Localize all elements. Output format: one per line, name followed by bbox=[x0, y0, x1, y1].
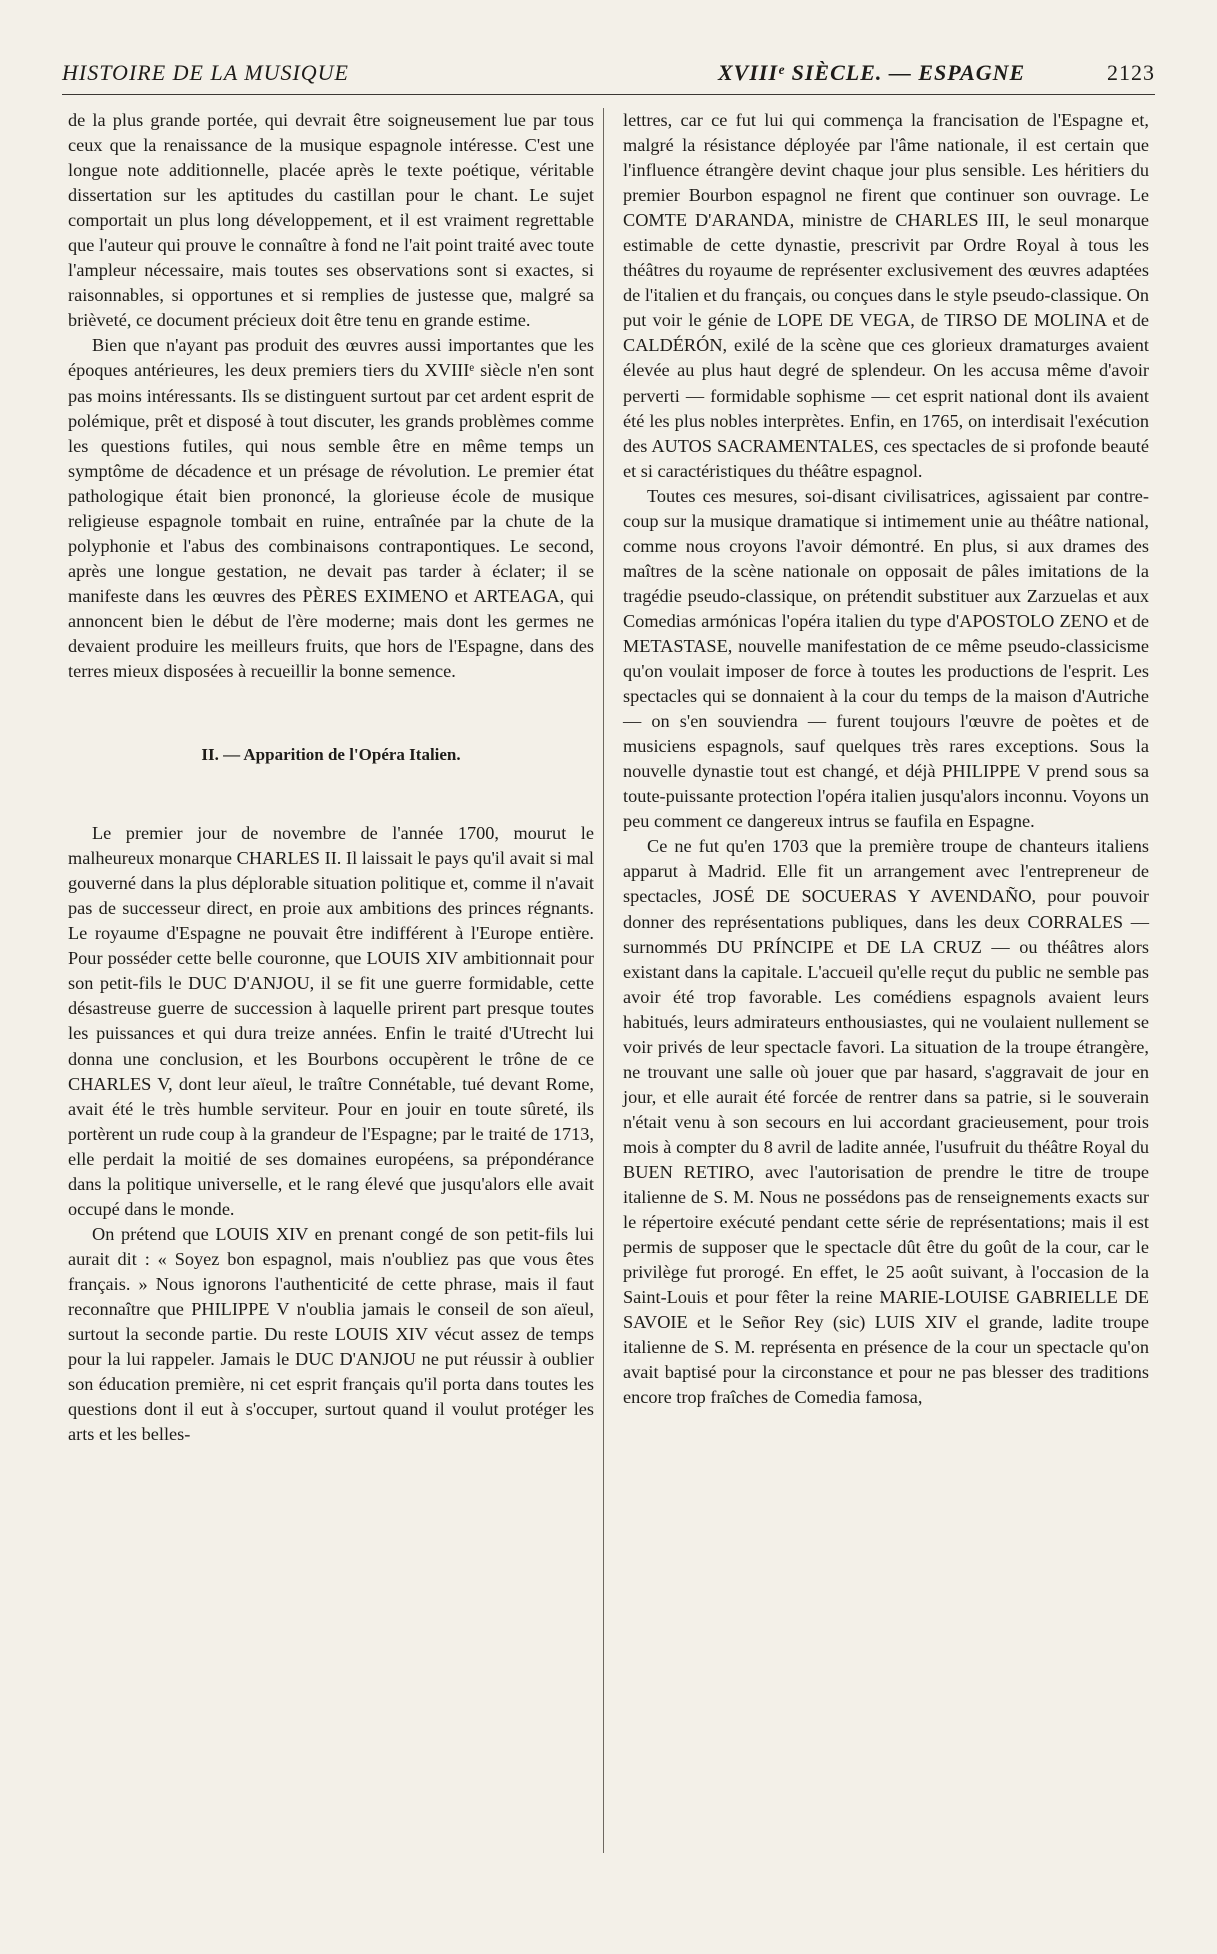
left-paragraph-4: On prétend que LOUIS XIV en prenant congé de son petit-fils lui aurait dit : « Soyez bon espagnol, mais n'oubliez pas que vous êtes français. » Nous ignorons l'authenticité de cette phrase, mais il faut reconnaître que PHILIPPE V n'oublia jamais le conseil de son aïeul, surtout la seconde partie. Du reste LOUIS XIV vécut assez de temps pour la lui rappeler. Jamais le DUC D'ANJOU ne put réussir à oublier son éducation première, ni cet esprit français qu'il porta dans toutes les questions dont il eut à s'occuper, surtout quand il voulut protéger les arts et les belles- bbox=[68, 1223, 594, 1445]
header-chapter-title: XVIIIᵉ SIÈCLE. — ESPAGNE bbox=[718, 60, 1026, 85]
left-paragraph-2: Bien que n'ayant pas produit des œuvres aussi importantes que les époques antérieures, les deux premiers tiers du XVIIIᵉ siècle n'en sont pas moins intéressants. Ils se distinguent surtout par cet ardent esprit de polémique, prêt et disposé à tout discuter, les grands problèmes comme les questions futiles, qui nous semble être en même temps un symptôme de décadence et un présage de révolution. Le premier état pathologique était bien prononcé, la glorieuse école de musique religieuse espagnole tombait en ruine, entraînée par la chute de la polyphonie et l'abus des combinaisons contrapontiques. Le second, après une longue gestation, ne devait pas tarder à éclater; il se manifeste dans les œuvres des PÈRES EXIMENO et ARTEAGA, qui annoncent bien le début de l'ère moderne; mais dont les germes ne devaient produire les meilleurs fruits, que hors de l'Espagne, dans des terres mieux disposées à recueillir la bonne semence. bbox=[68, 335, 594, 682]
section-spacer-top bbox=[68, 684, 594, 742]
left-column bbox=[68, 108, 594, 1447]
section-heading: II. — Apparition de l'Opéra Italien. bbox=[201, 745, 461, 765]
right-paragraph-3: Ce ne fut qu'en 1703 que la première troupe de chanteurs italiens apparut à Madrid. Elle fit un arrangement avec l'entrepreneur de spectacles, JOSÉ DE SOCUERAS Y AVENDAÑO, pour pouvoir donner des représentations publiques, dans les deux CORRALES — surnommés DU PRÍNCIPE et DE LA CRUZ — ou théâtres alors existant dans la capitale. L'accueil qu'elle reçut du public ne semble pas avoir été trop favorable. Les comédiens espagnols avaient leurs habitués, leurs admirateurs enthousiastes, qui ne voulaient nullement se voir privés de leur spectacle favori. La situation de la troupe étrangère, ne trouvant une salle où jouer que par hasard, s'aggravait de jour en jour, et elle aurait été forcée de rentrer dans sa patrie, si le souverain n'était venu à son secours en lui accordant gracieusement, pour trois mois à compter du 8 avril de ladite année, l'usufruit du théâtre Royal du BUEN RETIRO, avec l'autorisation de prendre le titre de troupe italienne de S. M. Nous ne possédons pas de renseignements exacts sur le répertoire exécuté pendant cette série de représentations; mais il est permis de supposer que le spectacle dût être du goût de la cour, car le privilège fut prorogé. En effet, le 25 août suivant, à l'occasion de la Saint-Louis et pour fêter la reine MARIE-LOUISE GABRIELLE DE SAVOIE et le Señor Rey (sic) LUIS XIV el grande, ladite troupe italienne de S. M. représenta en présence de la cour un spectacle qu'on avait baptisé pour la circonstance et pour ne pas blesser des traditions encore trop fraîches de Comedia famosa, bbox=[623, 836, 1149, 1408]
left-paragraph-1: de la plus grande portée, qui devrait être soigneusement lue par tous ceux que la renaissance de la musique espagnole intéresse. C'est une longue note additionnelle, placée après le texte poétique, véritable dissertation sur les aptitudes du castillan pour le chant. Le sujet comportait un plus long développement, et il est vraiment regrettable que l'auteur qui prouve le connaître à fond ne l'ait point traité avec toute l'ampleur nécessaire, mais toutes ses observations sont si exactes, si raisonnables, si opportunes et si remplies de justesse que, malgré sa brièveté, ce document précieux doit être tenu en grande estime. bbox=[68, 110, 594, 331]
section-spacer-bottom bbox=[68, 767, 594, 821]
header-book-title: HISTOIRE DE LA MUSIQUE bbox=[62, 60, 349, 85]
right-column bbox=[623, 108, 1149, 1410]
left-paragraph-3: Le premier jour de novembre de l'année 1700, mourut le malheureux monarque CHARLES II. Il laissait le pays qu'il avait si mal gouverné dans la plus déplorable situation politique et, comme il n'avait pas de successeur direct, en proie aux ambitions des princes régnants. Le royaume d'Espagne ne pouvait être indifférent à l'Europe entière. Pour posséder cette belle couronne, que LOUIS XIV ambitionnait pour son petit-fils le DUC D'ANJOU, il se fit une guerre formidable, cette désastreuse guerre de succession à laquelle prirent part presque toutes les puissances et qui dura treize années. Enfin le traité d'Utrecht lui donna une conclusion, et les Bourbons occupèrent le trône de ce CHARLES V, dont leur aïeul, le traître Connétable, tué devant Rome, avait été le très humble serviteur. Pour en jouir en toute sûreté, ils portèrent un rude coup à la grandeur de l'Espagne; par le traité de 1713, elle perdait la moitié de ses domaines européens, sa prépondérance dans la politique universelle, et le rang élevé que jusqu'alors elle avait occupé dans le monde. bbox=[68, 823, 594, 1219]
page-number: 2123 bbox=[1107, 60, 1155, 85]
right-paragraph-2: Toutes ces mesures, soi-disant civilisatrices, agissaient par contre-coup sur la musique dramatique si intimement unie au théâtre national, comme nous croyons l'avoir démontré. En plus, si aux drames des maîtres de la scène nationale on opposait de pâles imitations de la tragédie pseudo-classique, on prétendit substituer aux Zarzuelas et aux Comedias armónicas l'opéra italien du type d'APOSTOLO ZENO et de METASTASE, nouvelle manifestation de ce même pseudo-classicisme qu'on voulait imposer de force à toutes les productions de l'esprit. Les spectacles qui se donnaient à la cour du temps de la maison d'Autriche — on s'en souviendra — furent toujours l'œuvre de poètes et de musiciens espagnols, sauf quelques très rares exceptions. Sous la nouvelle dynastie tout est changé, et déjà PHILIPPE V prend sous sa toute-puissante protection l'opéra italien jusqu'alors inconnu. Voyons un peu comment ce dangereux intrus se faufila en Espagne. bbox=[623, 485, 1149, 832]
column-divider bbox=[603, 108, 604, 1853]
running-header bbox=[62, 60, 1155, 95]
right-paragraph-1: lettres, car ce fut lui qui commença la francisation de l'Espagne et, malgré la résistance déployée par l'âme nationale, il est certain que l'influence étrangère devint chaque jour plus sensible. Les héritiers du premier Bourbon espagnol ne firent que continuer son ouvrage. Le COMTE D'ARANDA, ministre de CHARLES III, le seul monarque estimable de cette dynastie, prescrivit par Ordre Royal à tous les théâtres du royaume de représenter exclusivement des œuvres adaptées de l'italien et du français, ou conçues dans le style pseudo-classique. On put voir le génie de LOPE DE VEGA, de TIRSO DE MOLINA et de CALDÉRÓN, exilé de la scène que ces glorieux dramaturges avaient élevée au plus haut degré de splendeur. On les accusa même d'avoir perverti — formidable sophisme — cet esprit national dont ils avaient été les plus nobles interprètes. Enfin, en 1765, on interdisait l'exécution des AUTOS SACRAMENTALES, ces spectacles de si profonde beauté et si caractéristiques du théâtre espagnol. bbox=[623, 110, 1149, 481]
